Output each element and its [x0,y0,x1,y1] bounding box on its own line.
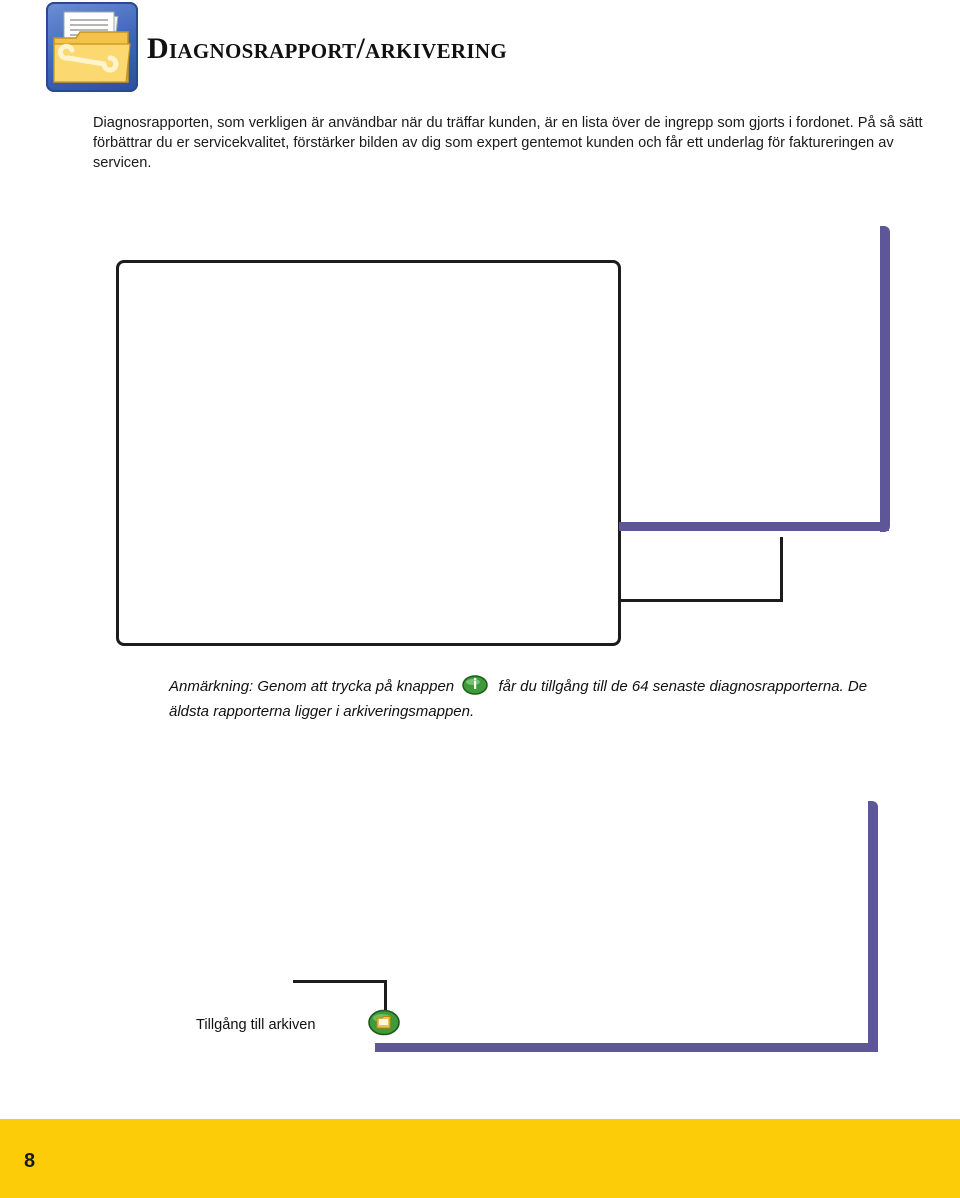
connector-line [780,537,783,602]
footer-band [0,1119,960,1198]
connector-line [384,980,387,1010]
note-text-before: Anmärkning: Genom att trycka på knappen [169,678,455,695]
archive-button[interactable] [368,1009,400,1036]
callout-bracket-vertical [880,226,890,532]
intro-paragraph: Diagnosrapporten, som verkligen är användbar när du träffar kunden, är en lista över de ingrepp som gjorts i fordonet. På så sätt förbättrar du er servicekvalitet, förstärker bilden av dig som expert gentemot kunden och får ett underlag för faktureringen av servicen. [93,115,923,171]
callout-bracket-horizontal [375,1043,878,1052]
connector-line [293,980,387,983]
screenshot-frame [116,260,621,646]
connector-line [619,599,783,602]
callout-bracket-vertical [868,801,878,1052]
callout-bracket-horizontal [619,522,889,531]
note-text-after: får du tillgång till de 64 senaste diagnosrapporterna. De äldsta rapporterna ligger i arkiveringsmappen. [169,678,868,720]
green-info-button-icon [462,675,488,695]
green-archive-button-icon [368,1009,400,1036]
folder-wrench-icon [46,2,138,92]
page-number: 8 [24,1150,36,1172]
archive-access-label: Tillgång till arkiven [196,1017,316,1033]
page-title: Diagnosrapport/arkivering [147,32,507,65]
note-text [169,674,889,724]
